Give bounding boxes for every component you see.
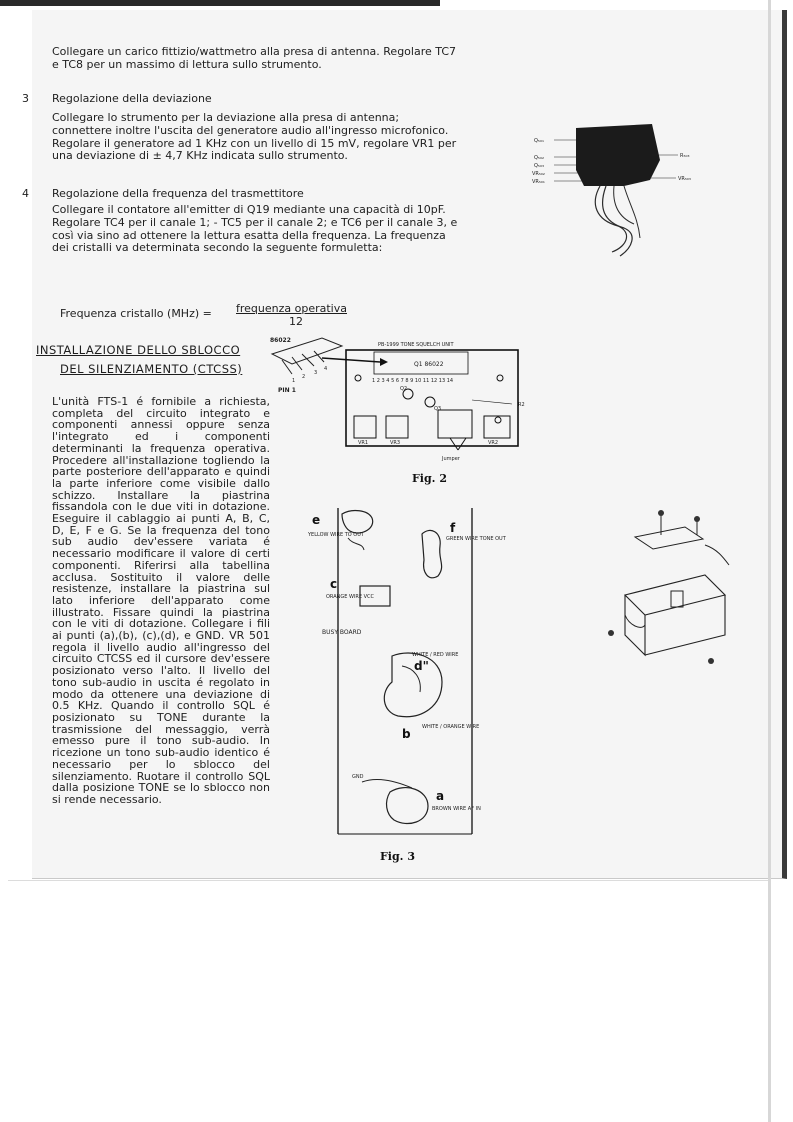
fig2-pin4: 4 (324, 366, 328, 372)
fig2-pin-numbers: 1 2 3 4 5 6 7 8 9 10 11 12 13 14 (372, 378, 454, 384)
q502-label: Q₅₀₂ (534, 155, 544, 161)
formula-denominator: 12 (289, 315, 303, 328)
fig2-board-title: PB-1999 TONE SQUELCH UNIT (378, 342, 454, 348)
fig2-r2: R2 (518, 402, 525, 408)
vr502-label: VR₅₀₂ (532, 171, 545, 177)
fig2-pin2: 2 (302, 374, 306, 380)
fig2-vr3: VR3 (390, 440, 401, 446)
section-3-title: Regolazione della deviazione (52, 92, 212, 105)
r503-label: R₅₀₃ (680, 153, 690, 159)
paragraph-dummy-load: Collegare un carico fittizio/wattmetro alla presa di antenna. Regolare TC7 e TC8 per un massimo di lettura sullo strumento. (52, 45, 457, 71)
fig3-c-wire: ORANGE WIRE VCC (326, 594, 375, 600)
vr503-label: VR₅₀₃ (678, 176, 691, 182)
fig3-e-wire: YELLOW WIRE TO OUT (308, 532, 364, 538)
fig2-q3: Q3 (434, 406, 442, 412)
fig3-point-d: d" (414, 659, 429, 673)
fig3-d-wire: WHITE / RED WIRE (412, 652, 459, 658)
scan-edge-right (768, 0, 771, 1122)
trimmer-location-sketch (532, 120, 710, 270)
fig2-vr1: VR1 (358, 440, 369, 446)
fig3-point-c: c (330, 577, 338, 591)
fig3-point-e: e (312, 513, 321, 527)
fig2-pin3: 3 (314, 370, 318, 376)
fig3-point-a: a (436, 789, 445, 803)
fig2-chip-label: 86022 (270, 337, 291, 344)
section-3-number: 3 (22, 92, 29, 105)
fig3-f-wire: GREEN WIRE TONE OUT (446, 536, 506, 542)
fig3-point-f: f (450, 521, 456, 535)
install-heading-line2: DEL SILENZIAMENTO (CTCSS) (60, 362, 243, 376)
section-4-title: Regolazione della frequenza del trasmettitore (52, 187, 304, 200)
fig3-gnd: GND (352, 774, 364, 780)
fig3-point-b: b (402, 727, 411, 741)
scan-edge-top (0, 0, 440, 6)
section-4-number: 4 (22, 187, 29, 200)
fig2-q1-label: Q1 86022 (414, 361, 444, 368)
install-sketch (605, 505, 735, 675)
fig2-diagram (262, 330, 552, 470)
fig3-busy-board: BUSY BOARD (322, 629, 362, 636)
install-instructions: L'unità FTS-1 é fornibile a richiesta, completa del circuito integrato e componenti annessi oppure senza l'integrato ed i componenti determinanti la frequenza operativa. Procedere all'installazione togliendo la parte posteriore dell'apparato e quindi la parte inferiore come visibile dallo schizzo. Installare la piastrina fissandola con le due viti in dotazione. Eseguire il cablaggio ai punti A, B, C, D, E, F e G. Se la frequenza del tono sub audio dev'essere variata é necessario modificare il valore di certi componenti. Riferirsi alla tabellina acclusa. Sostituito il valore delle resistenze, installare la piastrina sul lato inferiore dell'apparato come illustrato. Fissare quindi la piastrina con le viti di dotazione. Collegare i fili ai punti (a),(b), (c),(d), e GND. VR 501 regola il livello audio all'ingresso del circuito CTCSS ed il cursore dev'essere posizionato verso l'alto. Il livello del tono sub-audio in uscita é regolato in modo da ottenere una deviazione di 0.5 KHz. Quando il controllo SQL é posizionato su TONE durante la trasmissione del messaggio, verrà emesso pure il tono sub-audio. In ricezione un tono sub-audio identico é necessario per lo sblocco del silenziamento. Ruotare il controllo SQL dalla posizione TONE se lo sblocco non si rende necessario. (52, 395, 270, 806)
vr501-label: VR₅₀₁ (532, 179, 545, 185)
q503-label: Q₅₀₃ (534, 163, 544, 169)
fig2-vr2: VR2 (488, 440, 499, 446)
fig2-jumper: Jumper (442, 456, 460, 462)
fig2-q2: Q2 (400, 386, 408, 392)
formula-label: Frequenza cristallo (MHz) = (60, 307, 212, 320)
fig3-a-wire: BROWN WIRE AF IN (432, 806, 481, 812)
fig2-caption: Fig. 2 (412, 472, 447, 485)
fig3-b-wire: WHITE / ORANGE WIRE (422, 724, 480, 730)
fig3-diagram (302, 506, 506, 842)
q501-label: Q₅₀₁ (534, 138, 544, 144)
section-4-body: Collegare il contatore all'emitter di Q19 mediante una capacità di 10pF. Regolare TC4 per il canale 1; - TC5 per il canale 2; e TC6 per il canale 3, e così via sino ad ottenere la lettura esatta della frequenza. La frequenza dei cristalli va determinata secondo la seguente formuletta: (52, 203, 458, 255)
formula-numerator: frequenza operativa (236, 302, 347, 315)
install-heading-line1: INSTALLAZIONE DELLO SBLOCCO (36, 343, 241, 357)
fig3-caption: Fig. 3 (380, 850, 415, 863)
section-3-body: Collegare lo strumento per la deviazione alla presa di antenna; connettere inoltre l'uscita del generatore audio all'ingresso microfonico. Regolare il generatore ad 1 KHz con un livello di 15 mV, regolare VR1 per una deviazione di ± 4,7 KHz indicata sullo strumento. (52, 111, 457, 163)
scan-edge-bottom (8, 880, 768, 881)
fig2-pin-label: PIN 1 (278, 387, 296, 394)
fig2-pin1: 1 (292, 378, 296, 384)
